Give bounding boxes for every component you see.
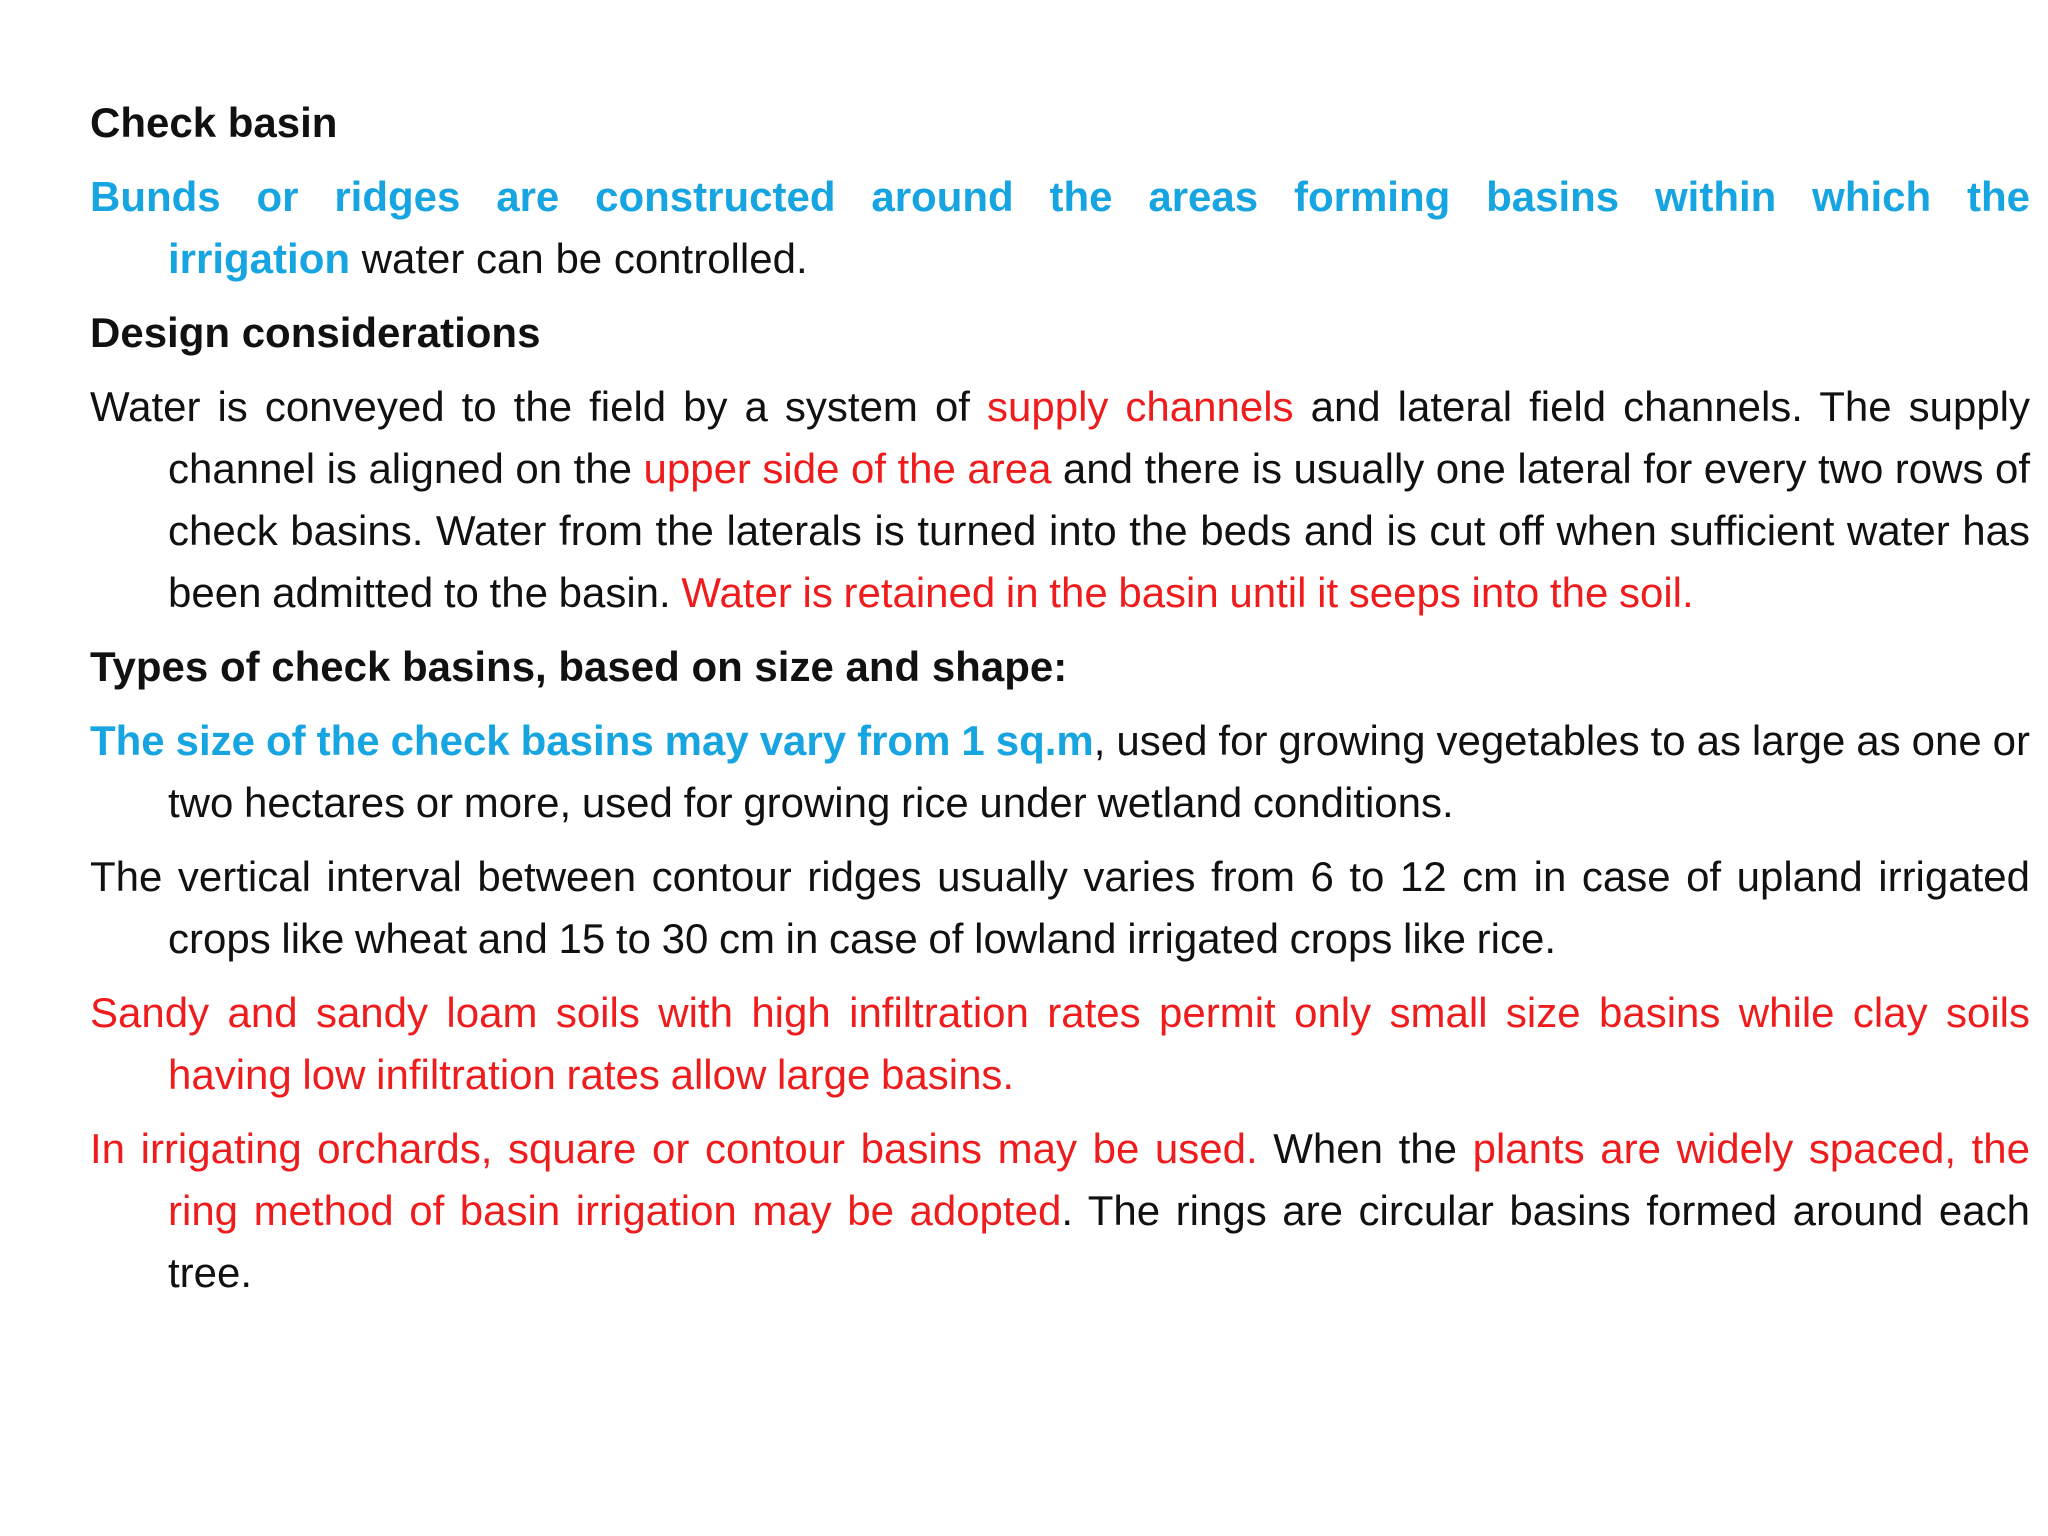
paragraph-orchards xyxy=(90,1118,2030,1304)
supply-channels-highlight: supply channels xyxy=(987,383,1294,430)
bunds-rest: water can be controlled. xyxy=(350,235,808,282)
retained-highlight: Water is retained in the basin until it seeps into the soil. xyxy=(681,569,1694,616)
conveyed-text-e: and there is usually one lateral for every two rows of check basins. Water from the laterals is turned into the beds and is cut off when sufficient water has been admitted to the basin. xyxy=(168,445,2031,616)
slide-content xyxy=(90,92,2030,1316)
paragraph-water-conveyed xyxy=(90,376,2030,624)
paragraph-vertical-interval: The vertical interval between contour ridges usually varies from 6 to 12 cm in case of upland irrigated crops like wheat and 15 to 30 cm in case of lowland irrigated crops like rice. xyxy=(90,853,2030,962)
paragraph-size xyxy=(90,710,2030,834)
heading-types-of-basins: Types of check basins, based on size and shape: xyxy=(90,643,1068,690)
paragraph-bunds xyxy=(90,166,2030,290)
orchards-highlight: In irrigating orchards, square or contour basins may be used. xyxy=(90,1125,1258,1172)
size-rest: , used for growing vegetables to as large as one or two hectares or more, used for growing rice under wetland conditions. xyxy=(168,717,2030,826)
conveyed-text-c: and lateral field channels. The supply channel is aligned on the xyxy=(168,383,2031,492)
upper-side-highlight: upper side of the area xyxy=(643,445,1052,492)
size-highlight: The size of the check basins may vary from 1 sq.m xyxy=(90,717,1094,764)
heading-check-basin: Check basin xyxy=(90,99,338,146)
orchards-text-b: When the xyxy=(1257,1125,1473,1172)
heading-design-considerations: Design considerations xyxy=(90,309,541,356)
conveyed-text-a: Water is conveyed to the field by a system of xyxy=(90,383,987,430)
ring-method-highlight: plants are widely spaced, the ring method of basin irrigation may be adopted xyxy=(168,1125,2031,1234)
orchards-text-d: . The rings are circular basins formed around each tree. xyxy=(168,1187,2030,1296)
bunds-highlight: Bunds or ridges are constructed around the areas forming basins within which the irrigation xyxy=(90,173,2030,282)
paragraph-sandy-soils: Sandy and sandy loam soils with high infiltration rates permit only small size basins while clay soils having low infiltration rates allow large basins. xyxy=(90,989,2030,1098)
